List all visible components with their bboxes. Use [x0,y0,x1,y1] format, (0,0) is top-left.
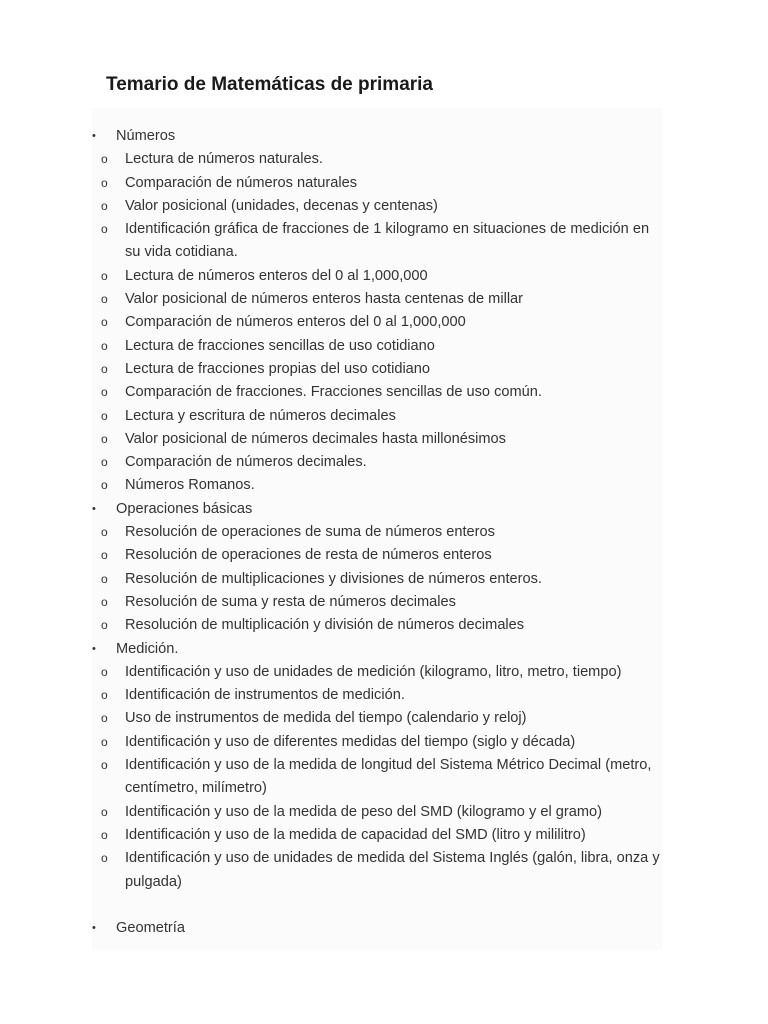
circle-bullet-icon: o [101,385,108,400]
topic-outline [0,125,768,940]
list-item [0,754,660,801]
page-title: Temario de Matemáticas de primaria [106,74,433,95]
list-item [0,684,660,707]
circle-bullet-icon: o [101,152,108,167]
circle-bullet-icon: o [101,431,108,446]
circle-bullet-icon: o [101,804,108,819]
circle-bullet-icon: o [101,525,108,540]
topic-label: Geometría [116,919,185,936]
list-item [0,661,660,684]
list-item-text: Lectura y escritura de números decimales [125,407,396,424]
circle-bullet-icon: o [101,315,108,330]
topic-heading [0,125,768,148]
list-item-text: Identificación gráfica de fracciones de 1 kilogramo en situaciones de medición en su vida cotidiana. [125,221,650,261]
circle-bullet-icon: o [101,455,108,470]
bullet-icon: • [92,642,96,655]
list-item-text: Resolución de multiplicación y división de números decimales [125,617,525,634]
circle-bullet-icon: o [101,548,108,563]
list-item [0,381,660,404]
circle-bullet-icon: o [101,664,108,679]
list-item-text: Identificación de instrumentos de medición. [125,687,405,704]
subtopic-list [0,661,768,894]
bullet-icon: • [92,921,96,934]
list-item [0,731,660,754]
list-item [0,544,660,567]
list-item-text: Comparación de números enteros del 0 al 1,000,000 [125,314,466,331]
topic-label: Medición. [116,640,179,657]
list-item [0,707,660,730]
list-item-text: Identificación y uso de unidades de medida del Sistema Inglés (galón, libra, onza y pulgada) [125,850,660,890]
topic-section [0,498,768,638]
circle-bullet-icon: o [101,734,108,749]
circle-bullet-icon: o [101,758,108,773]
list-item-text: Valor posicional (unidades, decenas y centenas) [125,197,438,214]
topic-label: Operaciones básicas [116,500,253,517]
list-item [0,335,660,358]
list-item-text: Resolución de operaciones de suma de números enteros [125,524,495,541]
list-item-text: Resolución de multiplicaciones y divisiones de números enteros. [125,570,542,587]
list-item-text: Identificación y uso de la medida de capacidad del SMD (litro y mililitro) [125,826,586,843]
list-item [0,474,660,497]
list-item [0,218,660,265]
circle-bullet-icon: o [101,338,108,353]
list-item-text: Resolución de operaciones de resta de números enteros [125,547,492,564]
circle-bullet-icon: o [101,688,108,703]
list-item-text: Lectura de fracciones propias del uso cotidiano [125,360,431,377]
list-item-text: Lectura de fracciones sencillas de uso cotidiano [125,337,435,354]
list-item [0,568,660,591]
circle-bullet-icon: o [101,268,108,283]
circle-bullet-icon: o [101,618,108,633]
list-item-text: Valor posicional de números decimales hasta millonésimos [125,430,506,447]
list-item-text: Lectura de números naturales. [125,151,323,168]
list-item [0,195,660,218]
circle-bullet-icon: o [101,827,108,842]
list-item-text: Comparación de fracciones. Fracciones sencillas de uso común. [125,384,542,401]
list-item-text: Identificación y uso de la medida de peso del SMD (kilogramo y el gramo) [125,803,602,820]
list-item [0,358,660,381]
list-item [0,265,660,288]
list-item-text: Valor posicional de números enteros hasta centenas de millar [125,291,524,308]
topic-section [0,638,768,894]
topic-heading [0,498,768,521]
list-item [0,311,660,334]
topic-heading [0,917,768,940]
topic-heading [0,638,768,661]
list-item-text: Comparación de números naturales [125,174,358,191]
list-item-text: Lectura de números enteros del 0 al 1,000,000 [125,267,428,284]
circle-bullet-icon: o [101,292,108,307]
list-item [0,148,660,171]
circle-bullet-icon: o [101,175,108,190]
list-item [0,521,660,544]
circle-bullet-icon: o [101,408,108,423]
circle-bullet-icon: o [101,711,108,726]
topic-section [0,917,768,940]
subtopic-list [0,521,768,637]
list-item [0,451,660,474]
list-item [0,824,660,847]
topic-section [0,125,768,498]
circle-bullet-icon: o [101,222,108,237]
list-item [0,801,660,824]
list-item-text: Uso de instrumentos de medida del tiempo (calendario y reloj) [125,710,527,727]
circle-bullet-icon: o [101,594,108,609]
list-item-text: Identificación y uso de unidades de medición (kilogramo, litro, metro, tiempo) [125,663,622,680]
circle-bullet-icon: o [101,198,108,213]
list-item-text: Resolución de suma y resta de números decimales [125,593,456,610]
list-item [0,405,660,428]
list-item-text: Números Romanos. [125,477,255,494]
circle-bullet-icon: o [101,571,108,586]
subtopic-list [0,148,768,497]
circle-bullet-icon: o [101,361,108,376]
list-item [0,614,660,637]
topic-label: Números [116,128,176,144]
list-item-text: Identificación y uso de la medida de longitud del Sistema Métrico Decimal (metro, centímetro, milímetro) [125,757,652,797]
bullet-icon: • [92,502,96,515]
list-item [0,428,660,451]
bullet-icon: • [92,130,96,142]
list-item-text: Identificación y uso de diferentes medidas del tiempo (siglo y década) [125,733,576,750]
list-item [0,172,660,195]
list-item [0,591,660,614]
circle-bullet-icon: o [101,478,108,493]
circle-bullet-icon: o [101,851,108,866]
list-item [0,847,660,894]
list-item [0,288,660,311]
list-item-text: Comparación de números decimales. [125,454,367,471]
